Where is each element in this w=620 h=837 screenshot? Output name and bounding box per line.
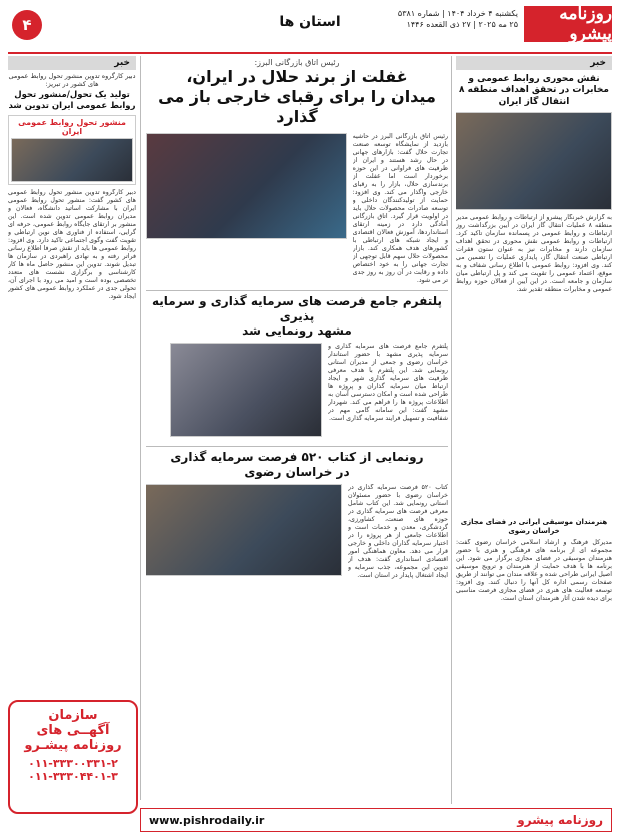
right-headline[interactable]: نقش محوری روابط عمومی و مخابرات در تحقق اهداف منطقه ۸ انتقال گاز ایران xyxy=(459,74,609,107)
book-ceremony-photo xyxy=(146,484,342,576)
right-column xyxy=(456,72,612,800)
section-title: استان ها xyxy=(279,14,341,30)
story2-body: پلتفرم جامع فرصت های سرمایه گذاری و سرمایه پذیری مشهد با حضور استاندار خراسان رضوی و جمعی از مدیران استانی رونمایی شد. این پلتفرم با هدف معرفی ظرفیت های سرمایه گذاری شهر و ایجاد ارتباط میان سرمایه گذاران و پروژه ها طراحی شده است و امکان دسترسی آسان به اطلاعات پروژه ها را فراهم می کند. شهردار مشهد گفت: این سامانه گامی مهم در شفافیت و تسهیل فرایند سرمایه گذاری است. xyxy=(328,343,448,422)
book-story xyxy=(146,450,448,802)
story-divider-2 xyxy=(146,446,448,447)
left-headline-lead: دبیر کارگروه تدوین منشور تحول روابط عمومی های کشور در تبریز: xyxy=(8,72,136,88)
right-sub-body: مدیرکل فرهنگ و ارشاد اسلامی خراسان رضوی گفت: مجموعه ای از برنامه های فرهنگی و هنری با حضور هنرمندان موسیقی در فضای مجازی برگزار می شود. این برنامه ها با هدف حمایت از هنرمندان و ترویج موسیقی اصیل ایرانی طراحی شده و علاقه مندان می توانند از طریق صفحات رسمی اداره کل آنها را دنبال کنند. وی افزود: توسعه فعالیت های هنری در فضای مجازی فرصت مناسبی برای دیده شدن آثار هنرمندان استان است. xyxy=(456,539,612,603)
left-headline[interactable]: تولید یک تحول/منشور تحول روابط عمومی ایران تدوین شد xyxy=(8,90,136,111)
left-column xyxy=(8,72,136,696)
story3-headline-1[interactable]: رونمایی از کتاب ۵۲۰ فرصت سرمایه گذاری xyxy=(170,450,424,464)
ad-line-3: روزنامه پیشـرو xyxy=(24,738,122,753)
main-body: رئیس اتاق بازرگانی البرز در حاشیه بازدید از نمایشگاه توسعه صنعت تجارت حلال گفت: بازارهای جهانی در حال رشد هستند و ایران از ظرفیت های فراوانی در این حوزه برخوردار است اما غفلت از برندسازی حلال، بازار را به رقبای خارجی واگذار می کند. وی افزود: حمایت از تولیدکنندگان داخلی و توسعه صادرات محصولات حلال باید در اولویت قرار گیرد. اتاق بازرگانی آمادگی دارد در زمینه ارتقای استانداردها، آموزش فعالان اقتصادی و ایجاد شبکه های ارتباطی با کشورهای هدف همکاری کند. بازار محصولات حلال سهم قابل توجهی از تجارت جهانی را به خود اختصاص داده و رقابت در آن روز به روز جدی تر می شود. xyxy=(352,133,448,284)
story2-headline-2[interactable]: مشهد رونمایی شد xyxy=(242,324,352,338)
footer-brand: روزنامه پیشرو xyxy=(517,813,603,827)
story2-headline-1[interactable]: پلتفرم جامع فرصت های سرمایه گذاری و سرمایه پذیری xyxy=(151,294,443,323)
charter-banner-title: منشور تحول روابط عمومی ایران xyxy=(18,118,126,137)
charter-portraits xyxy=(11,138,133,182)
footer-bar xyxy=(140,808,612,832)
left-body: دبیر کارگروه تدوین منشور تحول روابط عمومی های کشور گفت: منشور تحول روابط عمومی ایران با مشارکت اساتید دانشگاه، فعالان و مدیران روابط عمومی تدوین شده است. این منشور بر ارتقای جایگاه روابط عمومی، حرفه ای گرایی، استفاده از فناوری های نوین ارتباطی و تقویت گفت وگوی اجتماعی تاکید دارد. وی افزود: روابط عمومی ها باید از نقش صرفا اطلاع رسانی فراتر رفته و به نهادی راهبردی در سازمان ها تبدیل شوند. تدوین این منشور حاصل ماه ها کار کارشناسی و برگزاری نشست های متعدد تخصصی بوده است و امید می رود با اجرای آن، تحولی جدی در عملکرد روابط عمومی های کشور ایجاد شود. xyxy=(8,189,136,301)
charter-banner xyxy=(8,115,136,185)
ad-line-1: سازمان xyxy=(48,708,98,723)
main-headline-2[interactable]: میدان را برای رقبای خارجی باز می گذارد xyxy=(158,87,436,126)
ad-phone-2[interactable]: ۰۱۱-۳۳۳۰۴۴۰۱-۳ xyxy=(28,770,118,783)
right-news-tag: خبر xyxy=(456,56,612,70)
main-kicker: رئیس اتاق بازرگانی البرز: xyxy=(254,58,340,67)
platform-story xyxy=(146,294,448,444)
ceremony-photo xyxy=(456,112,612,210)
column-divider-left xyxy=(140,56,141,800)
main-story xyxy=(146,58,448,288)
footer-url[interactable]: www.pishrodaily.ir xyxy=(149,813,265,827)
issue-line-2: ۲۵ مه ۲۰۲۵ | ۲۷ ذی القعده ۱۴۴۶ xyxy=(406,20,518,29)
speaker-photo xyxy=(146,133,347,239)
page-number-badge: ۴ xyxy=(12,10,42,40)
ad-box[interactable] xyxy=(8,700,138,814)
story3-body: کتاب ۵۲۰ فرصت سرمایه گذاری در خراسان رضوی با حضور مسئولان استانی رونمایی شد. این کتاب شامل معرفی فرصت های سرمایه گذاری در حوزه های صنعت، کشاورزی، گردشگری، معدن و خدمات است و اطلاعات جامعی از هر پروژه را در اختیار سرمایه گذاران داخلی و خارجی قرار می دهد. معاون هماهنگی امور اقتصادی استانداری گفت: هدف از تدوین این مجموعه، جذب سرمایه و ایجاد اشتغال پایدار در استان است. xyxy=(348,484,448,579)
right-sub-headline[interactable]: هنرمندان موسیقی ایرانی در فضای مجازی خراسان رضوی xyxy=(460,517,608,535)
column-divider-right xyxy=(451,56,452,804)
story-divider-1 xyxy=(146,290,448,291)
newspaper-logo[interactable]: روزنامه پیشرو xyxy=(524,6,612,42)
issue-info xyxy=(398,8,518,30)
right-body: به گزارش خبرنگار پیشرو از ارتباطات و روابط عمومی مدیر منطقه ۸ عملیات انتقال گاز ایران در آیین بزرگداشت روز ارتباطات و روابط عمومی در پسمانده سازمان تاکید کرد. ارتباطات و روابط عمومی نقش محوری در تحقق اهداف سازمان دارند و مخابرات نیز به عنوان ستون فقرات ارتباطی صنعت انتقال گاز، پایداری عملیات را تضمین می کند. وی افزود: روابط عمومی با اطلاع رسانی شفاف و به موقع، اعتماد عمومی را تقویت می کند و پل ارتباطی میان سازمان و جامعه است. در این آیین از فعالان حوزه روابط عمومی و مخابرات منطقه تقدیر شد. xyxy=(456,213,612,293)
masthead xyxy=(8,6,612,54)
main-headline-1[interactable]: غفلت از برند حلال در ایران، xyxy=(186,67,408,86)
story3-headline-2[interactable]: در خراسان رضوی xyxy=(244,465,350,479)
issue-line-1: یکشنبه ۴ خرداد ۱۴۰۴ | شماره ۵۳۸۱ xyxy=(397,9,518,18)
ad-phone-1[interactable]: ۰۱۱-۳۳۳۰۰۳۳۱-۲ xyxy=(28,757,118,770)
left-news-tag: خبر xyxy=(8,56,136,70)
ad-line-2: آگهــی های xyxy=(36,723,110,738)
unveiling-photo xyxy=(170,343,322,437)
